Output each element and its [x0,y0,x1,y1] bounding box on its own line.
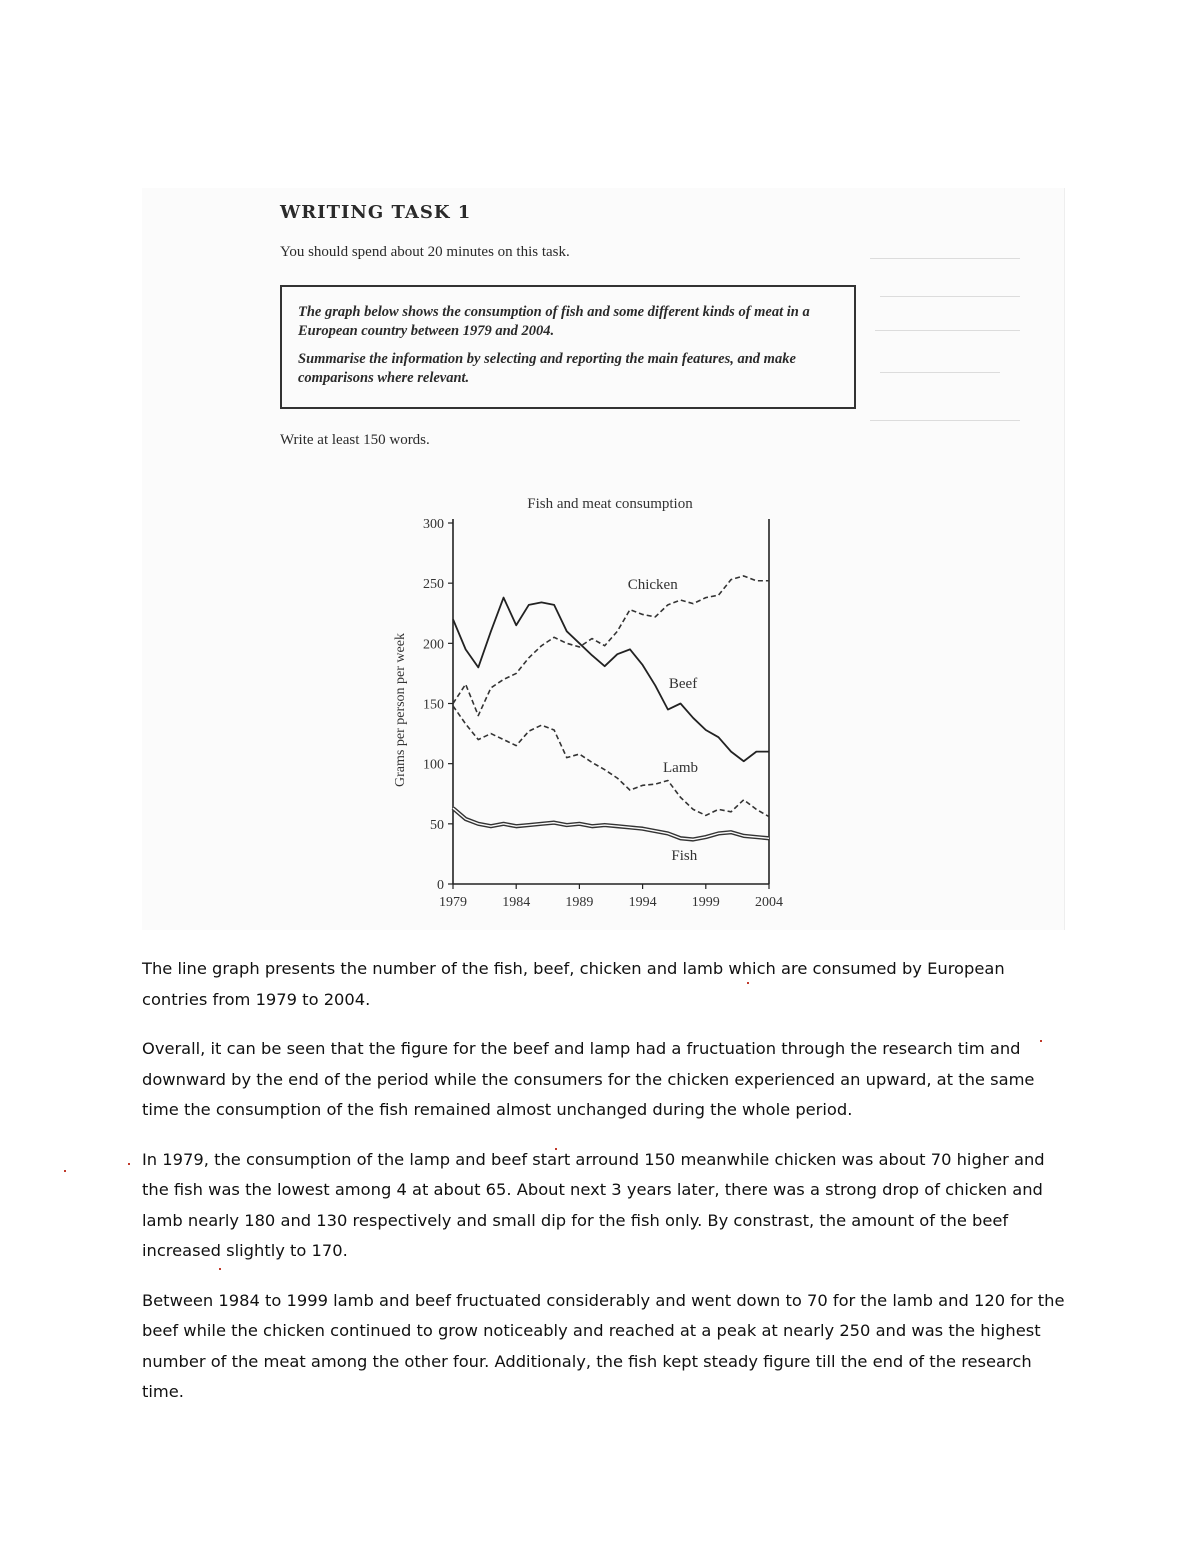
scan-artifact [880,296,1020,297]
annotation-mark [555,1148,557,1150]
y-tick-label: 200 [423,637,444,653]
task-instruction: You should spend about 20 minutes on this task. [280,244,570,260]
y-tick-label: 100 [423,757,444,773]
task-prompt-box [280,285,856,409]
x-tick-label: 1999 [691,895,720,910]
series-label-lamb: Lamb [663,760,699,777]
annotation-mark [64,1170,66,1172]
x-tick-label: 2004 [755,895,783,910]
annotation-mark [747,982,749,984]
task-prompt-line-1: The graph below shows the consumption of fish and some different kinds of meat in a European country between 1979 and 2004. [298,304,810,339]
series-chicken-line [453,576,769,716]
annotation-mark [219,1268,221,1270]
y-tick-label: 50 [430,817,444,833]
y-tick-label: 300 [423,517,444,532]
series-label-chicken: Chicken [627,577,678,594]
task-prompt-line-2: Summarise the information by selecting and reporting the main features, and make comparisons where relevant. [298,351,796,386]
annotation-mark [1040,1040,1042,1042]
y-tick-label: 150 [423,697,444,713]
chart-title: Fish and meat consumption [527,496,693,512]
y-axis-label: Grams per person per week [393,633,408,787]
line-chart [360,480,800,920]
scan-artifact [880,372,1000,373]
series-lamb-line [453,706,769,817]
y-tick-label: 0 [437,878,444,893]
series-label-fish: Fish [671,847,698,864]
scan-artifact [875,330,1020,331]
x-tick-label: 1989 [565,895,594,910]
scan-artifact [870,258,1020,259]
essay-paragraph-3: In 1979, the consumption of the lamp and beef start arround 150 meanwhile chicken was about 70 higher and the fish was the lowest among 4 at about 65. About next 3 years later, there was a strong drop of chicken and lamb nearly 180 and 130 respectively and small dip for the fish only. By constrast, the amount of the beef increased slightly to 170. [142,1149,1045,1260]
x-tick-label: 1994 [628,895,657,910]
annotation-mark [128,1163,130,1165]
essay-paragraph-2: Overall, it can be seen that the figure for the beef and lamp had a fructuation through the research tim and downward by the end of the period while the consumers for the chicken experienced an upward, at the same time the consumption of the fish remained almost unchanged during the whole period. [142,1039,1035,1119]
series-label-beef: Beef [668,675,698,692]
essay-paragraph-4: Between 1984 to 1999 lamb and beef fructuated considerably and went down to 70 for the lamb and 120 for the beef while the chicken continued to grow noticeably and reached at a peak at nearly 250 and was the highest number of the meat among the other four. Additionaly, the fish kept steady figure till the end of the research time. [142,1290,1065,1401]
x-tick-label: 1979 [439,895,467,910]
essay [142,954,1072,1427]
task-title: WRITING TASK 1 [280,202,472,223]
task-word-count: Write at least 150 words. [280,432,430,448]
y-tick-label: 250 [423,577,444,593]
essay-paragraph-1: The line graph presents the number of the fish, beef, chicken and lamb which are consumed by European contries from 1979 to 2004. [142,959,1005,1009]
x-tick-label: 1984 [502,895,531,910]
series-beef-line [453,598,769,762]
scan-artifact [870,420,1020,421]
